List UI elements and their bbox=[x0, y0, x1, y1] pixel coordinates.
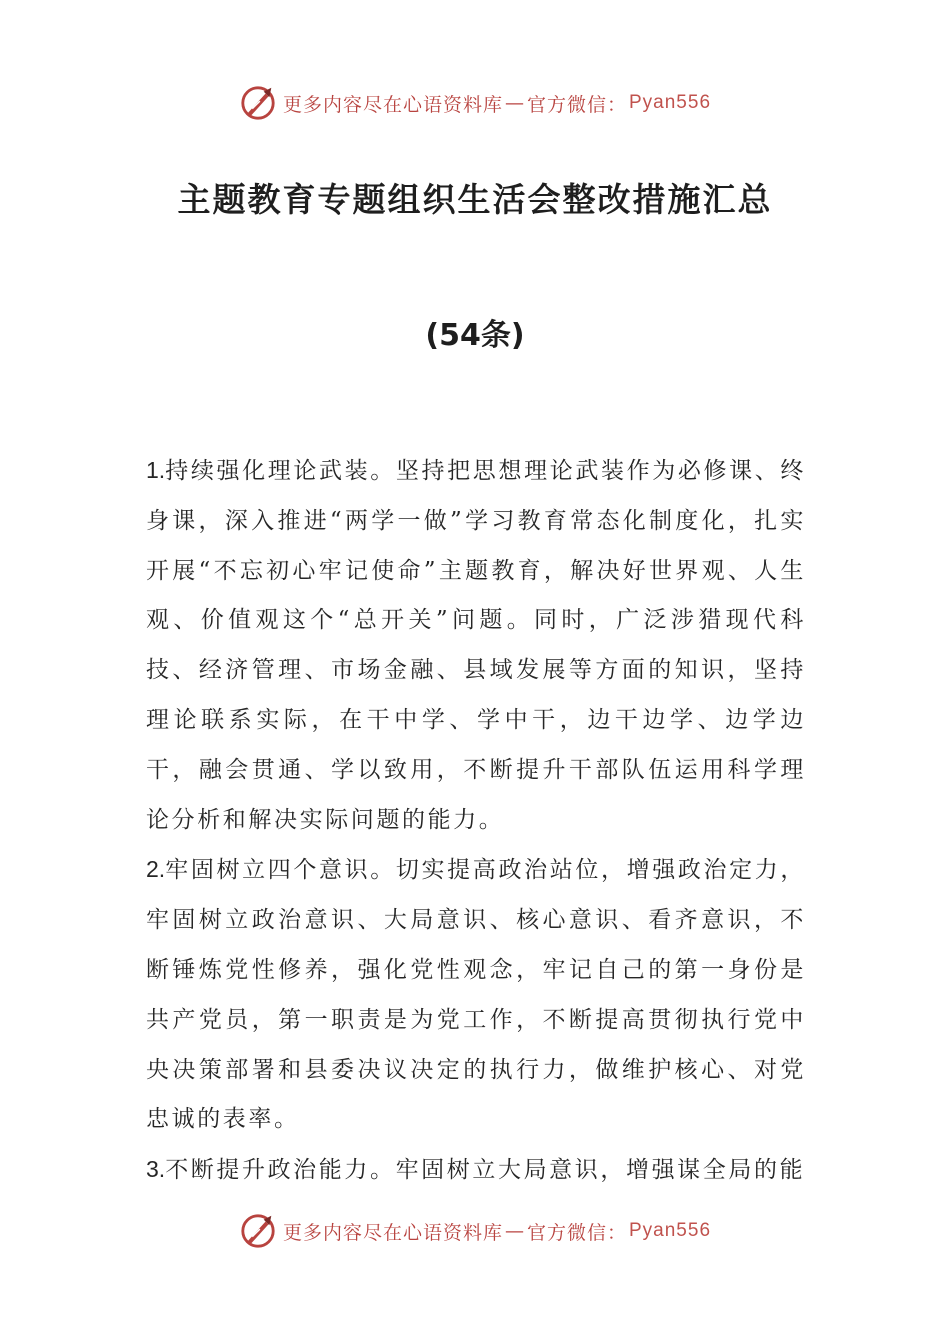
measure-item bbox=[146, 845, 806, 1145]
quill-logo-icon bbox=[239, 84, 277, 122]
item-text: 不断提升政治能力。牢固树立大局意识，增强谋全局的能 bbox=[165, 1157, 806, 1184]
item-text: 牢固树立四个意识。切实提高政治站位，增强政治定力，牢固树立政治意识、大局意识、核心意识、看齐意识，不断锤炼党性修养，强化党性观念，牢记自己的第一身份是共产党员，第一职责是为党工作，不断提高贯彻执行党中央决策部署和县委决议决定的执行力，做维护核心、对党忠诚的表率。 bbox=[146, 857, 806, 1133]
measure-item bbox=[146, 1145, 806, 1196]
banner-separator: — bbox=[504, 92, 525, 114]
item-number: 3. bbox=[146, 1156, 166, 1183]
quill-logo-icon bbox=[239, 1212, 277, 1250]
banner-wechat-id: Pyan556 bbox=[629, 1220, 712, 1241]
banner-separator: — bbox=[504, 1220, 525, 1242]
banner-official-label: 官方微信： bbox=[526, 1221, 627, 1244]
page-title: 主题教育专题组织生活会整改措施汇总 bbox=[177, 180, 773, 219]
page-subtitle: (54条) bbox=[425, 318, 525, 353]
banner-official-label: 官方微信： bbox=[526, 93, 627, 116]
item-text: 持续强化理论武装。坚持把思想理论武装作为必修课、终身课，深入推进“两学一做”学习教育常态化制度化，扎实开展“不忘初心牢记使命”主题教育，解决好世界观、人生观、价值观这个“总开关”问题。同时，广泛涉猎现代科技、经济管理、市场金融、县域发展等方面的知识，坚持理论联系实际，在干中学、学中干，边干边学、边学边干，融会贯通、学以致用，不断提升干部队伍运用科学理论分析和解决实际问题的能力。 bbox=[146, 458, 806, 833]
banner-wechat-id: Pyan556 bbox=[629, 92, 712, 113]
footer-banner bbox=[0, 1212, 950, 1250]
item-number: 2. bbox=[146, 856, 166, 883]
header-banner bbox=[0, 84, 950, 122]
measure-item bbox=[146, 446, 806, 845]
item-number: 1. bbox=[146, 457, 166, 483]
banner-brand: 更多内容尽在心语资料库 bbox=[282, 1221, 503, 1244]
banner-brand: 更多内容尽在心语资料库 bbox=[282, 93, 503, 116]
document-body bbox=[146, 446, 806, 1196]
